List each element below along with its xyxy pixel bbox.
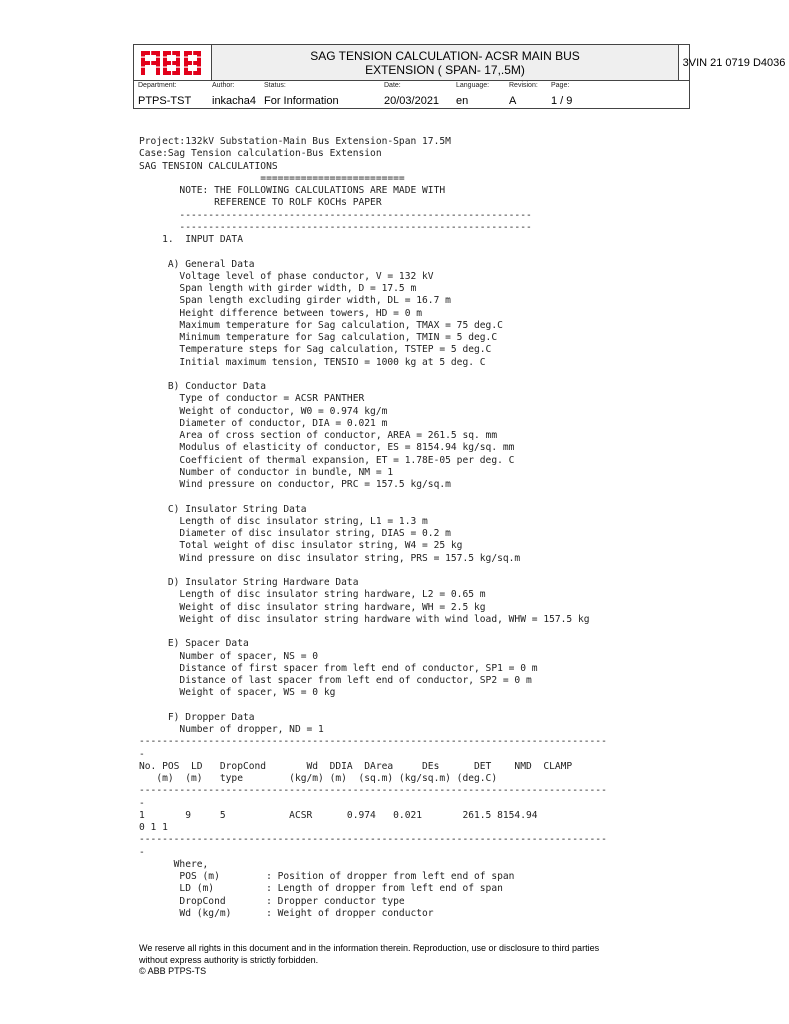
document-title-text: SAG TENSION CALCULATION- ACSR MAIN BUS EXTENSION ( SPAN- 17,.5M) (310, 48, 580, 77)
body-line: C) Insulator String Data (139, 503, 307, 515)
author-label: Author: (212, 82, 235, 89)
body-line: POS (m) : Position of dropper from left end of span (139, 871, 515, 882)
body-line: Voltage level of phase conductor, V = 132 kV (139, 270, 434, 282)
body-line: Number of conductor in bundle, NM = 1 (139, 466, 394, 478)
abb-logo-icon (139, 50, 207, 76)
body-line: ------------------------------------------------------------- (139, 209, 532, 221)
copyright-footer (139, 943, 659, 978)
body-line: Diameter of disc insulator string, DIAS = 0.2 m (139, 528, 451, 539)
department-cell (134, 81, 208, 110)
document-header (133, 44, 786, 109)
body-line: A) General Data (139, 258, 255, 270)
department-value: PTPS-TST (138, 95, 192, 107)
body-line: --------------------------------------------------------------------------------- (139, 785, 607, 797)
body-line: SAG TENSION CALCULATIONS (139, 160, 278, 172)
language-label: Language: (456, 82, 490, 89)
body-line: ========================= (139, 172, 405, 184)
body-line: Span length excluding girder width, DL = 16.7 m (139, 295, 451, 307)
calculation-body (139, 136, 607, 920)
body-line (139, 246, 607, 258)
body-line: Height difference between towers, HD = 0 m (139, 307, 423, 319)
page-value: 1 / 9 (551, 95, 573, 107)
body-line: Maximum temperature for Sag calculation, TMAX = 75 deg.C (139, 319, 503, 331)
author-value: inkacha4 (212, 95, 257, 107)
body-line: --------------------------------------------------------------------------------- (139, 736, 607, 748)
body-line: 1 9 5 ACSR 0.974 0.021 261.5 8154.94 (139, 809, 538, 821)
page-cell (547, 81, 607, 110)
body-line: ------------------------------------------------------------- (139, 221, 532, 233)
body-line: Diameter of conductor, DIA = 0.021 m (139, 417, 388, 429)
body-line: - (139, 748, 145, 760)
body-line: Temperature steps for Sag calculation, TSTEP = 5 deg.C (139, 344, 492, 356)
body-line: LD (m) : Length of dropper from left end of span (139, 883, 503, 895)
body-line: NOTE: THE FOLLOWING CALCULATIONS ARE MADE WITH (139, 185, 446, 196)
body-line (139, 626, 607, 638)
page-label: Page: (551, 82, 570, 89)
revision-cell (505, 81, 547, 110)
body-line: 0 1 1 (139, 822, 168, 833)
footer-line-1: We reserve all rights in this document and in the information therein. Reproduction, use or disclosure to third parties (139, 943, 600, 953)
body-line: Where, (139, 858, 209, 870)
body-line: Weight of disc insulator string hardware, WH = 2.5 kg (139, 601, 486, 613)
department-label: Department: (138, 82, 177, 89)
body-line: Weight of disc insulator string hardware with wind load, WHW = 157.5 kg (139, 613, 590, 625)
body-line: (m) (m) type (kg/m) (m) (sq.m) (kg/sq.m) (deg.C) (139, 773, 498, 784)
body-line: No. POS LD DropCond Wd DDIA DArea DEs DET NMD CLAMP (139, 760, 573, 772)
body-line: Wind pressure on conductor, PRC = 157.5 kg/sq.m (139, 479, 451, 490)
body-line (139, 700, 607, 712)
document-title (212, 45, 679, 80)
body-line (139, 491, 607, 503)
body-line: REFERENCE TO ROLF KOCHs PAPER (139, 197, 382, 209)
body-line: Initial maximum tension, TENSIO = 1000 kg at 5 deg. C (139, 356, 486, 368)
status-value: For Information (264, 95, 339, 107)
body-line: Number of dropper, ND = 1 (139, 724, 324, 735)
date-value: 20/03/2021 (384, 95, 440, 107)
body-line: --------------------------------------------------------------------------------- (139, 834, 607, 846)
body-line: Number of spacer, NS = 0 (139, 650, 319, 662)
body-line (139, 369, 607, 381)
language-cell (452, 81, 505, 110)
body-line: Project:132kV Substation-Main Bus Extension-Span 17.5M (139, 136, 451, 147)
document-number-text: 3VIN 21 0719 D4036 (682, 56, 786, 69)
body-line: DropCond : Dropper conductor type (139, 895, 405, 907)
body-line: B) Conductor Data (139, 381, 267, 392)
revision-label: Revision: (509, 82, 538, 89)
body-line: Weight of conductor, W0 = 0.974 kg/m (139, 405, 388, 417)
footer-line-3: © ABB PTPS-TS (139, 966, 207, 976)
body-line: Wind pressure on disc insulator string, PRS = 157.5 kg/sq.m (139, 552, 521, 564)
revision-value: A (509, 95, 517, 107)
body-line: Area of cross section of conductor, AREA = 261.5 sq. mm (139, 430, 498, 441)
body-line: Wd (kg/m) : Weight of dropper conductor (139, 907, 434, 919)
author-cell (208, 81, 260, 110)
body-line: Case:Sag Tension calculation-Bus Extension (139, 148, 382, 160)
language-value: en (456, 95, 469, 107)
body-line: 1. INPUT DATA (139, 234, 243, 245)
body-line: Distance of last spacer from left end of conductor, SP2 = 0 m (139, 675, 532, 686)
date-label: Date: (384, 82, 401, 89)
body-line: Modulus of elasticity of conductor, ES = 8154.94 kg/sq. mm (139, 442, 515, 454)
body-line: Coefficient of thermal expansion, ET = 1.78E-05 per deg. C (139, 454, 515, 466)
body-line: Length of disc insulator string hardware, L2 = 0.65 m (139, 589, 486, 601)
body-line: - (139, 846, 145, 858)
footer-line-2: without express authority is strictly forbidden. (139, 954, 319, 965)
document-metadata-row (134, 80, 689, 110)
body-line: Length of disc insulator string, L1 = 1.3 m (139, 515, 428, 527)
status-cell (260, 81, 380, 110)
body-line: Total weight of disc insulator string, W4 = 25 kg (139, 540, 463, 552)
body-line (139, 565, 607, 577)
body-line: Span length with girder width, D = 17.5 m (139, 283, 417, 294)
abb-logo (134, 45, 212, 80)
body-line: Distance of first spacer from left end of conductor, SP1 = 0 m (139, 662, 538, 674)
date-cell (380, 81, 452, 110)
body-line: Weight of spacer, WS = 0 kg (139, 687, 336, 699)
body-line: E) Spacer Data (139, 638, 249, 650)
document-number (679, 45, 789, 80)
status-label: Status: (264, 82, 286, 89)
body-line: Minimum temperature for Sag calculation, TMIN = 5 deg.C (139, 332, 498, 343)
body-line: D) Insulator String Hardware Data (139, 577, 359, 588)
body-line: Type of conductor = ACSR PANTHER (139, 393, 365, 405)
body-line: F) Dropper Data (139, 711, 255, 723)
body-line: - (139, 797, 145, 809)
